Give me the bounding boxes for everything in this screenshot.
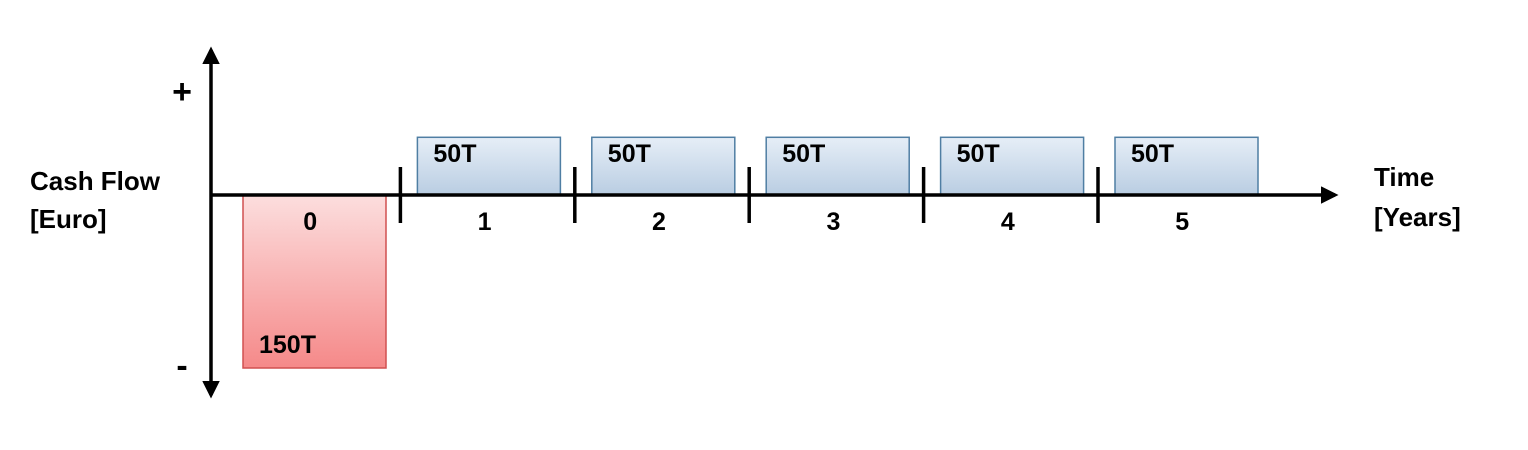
x-axis-label-line-2: [Years] bbox=[1374, 202, 1461, 232]
bar-label-period-3: 50T bbox=[782, 140, 826, 168]
tick-label-period-2: 2 bbox=[652, 208, 666, 236]
tick-label-period-0: 0 bbox=[303, 208, 318, 236]
tick-label-period-4: 4 bbox=[1000, 208, 1015, 236]
bar-label-period-1: 50T bbox=[433, 140, 477, 168]
bar-label-period-5: 50T bbox=[1131, 140, 1175, 168]
tick-label-period-3: 3 bbox=[826, 208, 841, 236]
tick-label-period-5: 5 bbox=[1175, 208, 1190, 236]
bar-label-period-0: 150T bbox=[259, 331, 316, 359]
y-axis-label-line-2: [Euro] bbox=[30, 204, 107, 234]
negative-sign: - bbox=[176, 347, 188, 385]
positive-sign: + bbox=[172, 73, 192, 111]
bar-label-period-2: 50T bbox=[607, 140, 651, 168]
y-axis-label-line-1: Cash Flow bbox=[30, 166, 161, 196]
bar-label-period-4: 50T bbox=[956, 140, 1000, 168]
x-axis-label-line-1: Time bbox=[1374, 162, 1435, 192]
tick-label-period-1: 1 bbox=[477, 208, 492, 236]
